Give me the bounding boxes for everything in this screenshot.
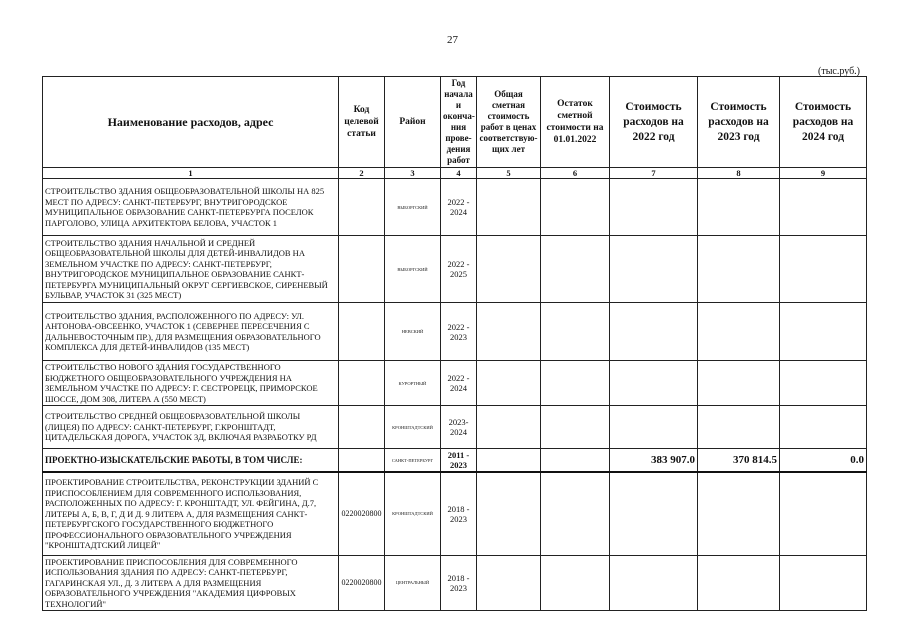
column-number: 1 xyxy=(43,168,339,179)
table-row xyxy=(43,555,867,611)
row-cost-2023 xyxy=(698,303,780,361)
header-cost-2024: Стоимость расходов на 2024 год xyxy=(780,77,867,168)
page-number: 27 xyxy=(447,34,458,46)
row-balance xyxy=(541,361,610,406)
row-name: СТРОИТЕЛЬСТВО НОВОГО ЗДАНИЯ ГОСУДАРСТВЕННОГО БЮДЖЕТНОГО ОБЩЕОБРАЗОВАТЕЛЬНОГО УЧРЕЖДЕНИЯ НА ЗЕМЕЛЬНОМ УЧАСТКЕ ПО АДРЕСУ: Г. СЕСТРОРЕЦК, ПРИМОРСКОЕ ШОССЕ, ДОМ 308, ЛИТЕРА А (550 МЕСТ) xyxy=(43,361,339,406)
table-row xyxy=(43,303,867,361)
row-cost-2023 xyxy=(698,179,780,236)
row-name: ПРОЕКТИРОВАНИЕ ПРИСПОСОБЛЕНИЯ ДЛЯ СОВРЕМЕННОГО ИСПОЛЬЗОВАНИЯ ЗДАНИЯ ПО АДРЕСУ: САНКТ-ПЕТЕРБУРГ, ГАГАРИНСКАЯ УЛ., Д. 3 ЛИТЕРА А ДЛЯ РАЗМЕЩЕНИЯ ОБРАЗОВАТЕЛЬНОГО УЧРЕЖДЕНИЯ "АКАДЕМИЯ ЦИФРОВЫХ ТЕХНОЛОГИЙ" xyxy=(43,555,339,611)
row-district: НЕВСКИЙ xyxy=(385,303,441,361)
row-code xyxy=(339,179,385,236)
row-years: 2018 - 2023 xyxy=(441,472,477,555)
row-cost-2024 xyxy=(780,406,867,449)
row-cost-2024 xyxy=(780,555,867,611)
row-district: САНКТ-ПЕТЕРБУРГ xyxy=(385,449,441,473)
row-balance xyxy=(541,406,610,449)
row-district: ВЫБОРГСКИЙ xyxy=(385,179,441,236)
row-years: 2022 - 2023 xyxy=(441,303,477,361)
row-cost-2023 xyxy=(698,472,780,555)
row-cost-2022 xyxy=(610,555,698,611)
table-row xyxy=(43,236,867,303)
row-name: СТРОИТЕЛЬСТВО ЗДАНИЯ ОБЩЕОБРАЗОВАТЕЛЬНОЙ ШКОЛЫ НА 825 МЕСТ ПО АДРЕСУ: САНКТ-ПЕТЕРБУРГ, ВНУТРИГОРОДСКОЕ МУНИЦИПАЛЬНОЕ ОБРАЗОВАНИЕ САНКТ-ПЕТЕРБУРГА ПОСЕЛОК ПАРГОЛОВО, УЛИЦА АРХИТЕКТОРА БЕЛОВА, УЧАСТОК 1 xyxy=(43,179,339,236)
header-code: Код целевой статьи xyxy=(339,77,385,168)
column-number: 3 xyxy=(385,168,441,179)
total-row xyxy=(43,449,867,473)
row-district: КУРОРТНЫЙ xyxy=(385,361,441,406)
row-cost-2024 xyxy=(780,179,867,236)
header-name: Наименование расходов, адрес xyxy=(43,77,339,168)
row-name: ПРОЕКТНО-ИЗЫСКАТЕЛЬСКИЕ РАБОТЫ, В ТОМ ЧИСЛЕ: xyxy=(43,449,339,473)
header-balance: Остаток сметной стоимости на 01.01.2022 xyxy=(541,77,610,168)
table-row xyxy=(43,179,867,236)
row-estimate xyxy=(477,179,541,236)
row-code xyxy=(339,361,385,406)
row-cost-2023: 370 814.5 xyxy=(698,449,780,473)
row-cost-2023 xyxy=(698,361,780,406)
header-estimate: Общая сметная стоимость работ в ценах соответствую-щих лет xyxy=(477,77,541,168)
row-cost-2023 xyxy=(698,406,780,449)
row-cost-2024 xyxy=(780,361,867,406)
row-cost-2022 xyxy=(610,179,698,236)
row-years: 2018 - 2023 xyxy=(441,555,477,611)
row-name: СТРОИТЕЛЬСТВО ЗДАНИЯ НАЧАЛЬНОЙ И СРЕДНЕЙ ОБЩЕОБРАЗОВАТЕЛЬНОЙ ШКОЛЫ ДЛЯ ДЕТЕЙ-ИНВАЛИДОВ НА ЗЕМЕЛЬНОМ УЧАСТКЕ ПО АДРЕСУ: САНКТ-ПЕТЕРБУРГ, ВНУТРИГОРОДСКОЕ МУНИЦИПАЛЬНОЕ ОБРАЗОВАНИЕ САНКТ-ПЕТЕРБУРГА МУНИЦИПАЛЬНЫЙ ОКРУГ СЕРГИЕВСКОЕ, СИРЕНЕВЫЙ БУЛЬВАР, УЧАСТОК 31 (325 МЕСТ) xyxy=(43,236,339,303)
row-cost-2024 xyxy=(780,303,867,361)
table-header xyxy=(43,77,867,168)
header-cost-2023: Стоимость расходов на 2023 год xyxy=(698,77,780,168)
row-name: СТРОИТЕЛЬСТВО ЗДАНИЯ, РАСПОЛОЖЕННОГО ПО АДРЕСУ: УЛ. АНТОНОВА-ОВСЕЕНКО, УЧАСТОК 1 (СЕВЕРНЕЕ ПЕРЕСЕЧЕНИЯ С ДАЛЬНЕВОСТОЧНЫМ ПР.), ДЛЯ РАЗМЕЩЕНИЯ ОБРАЗОВАТЕЛЬНОГО КОМПЛЕКСА ДЛЯ ДЕТЕЙ-ИНВАЛИДОВ (135 МЕСТ) xyxy=(43,303,339,361)
row-estimate xyxy=(477,555,541,611)
column-number-row xyxy=(43,168,867,179)
row-code xyxy=(339,236,385,303)
row-years: 2011 - 2023 xyxy=(441,449,477,473)
row-cost-2022: 383 907.0 xyxy=(610,449,698,473)
row-code: 0220020800 xyxy=(339,472,385,555)
column-number: 7 xyxy=(610,168,698,179)
column-number: 8 xyxy=(698,168,780,179)
row-estimate xyxy=(477,472,541,555)
row-balance xyxy=(541,236,610,303)
row-cost-2022 xyxy=(610,303,698,361)
column-number: 4 xyxy=(441,168,477,179)
expenditure-table xyxy=(42,76,867,611)
row-cost-2022 xyxy=(610,236,698,303)
row-estimate xyxy=(477,303,541,361)
row-balance xyxy=(541,179,610,236)
row-balance xyxy=(541,303,610,361)
row-district: ЦЕНТРАЛЬНЫЙ xyxy=(385,555,441,611)
row-estimate xyxy=(477,361,541,406)
row-name: СТРОИТЕЛЬСТВО СРЕДНЕЙ ОБЩЕОБРАЗОВАТЕЛЬНОЙ ШКОЛЫ (ЛИЦЕЯ) ПО АДРЕСУ: САНКТ-ПЕТЕРБУРГ, Г.КРОНШТАДТ, ЦИТАДЕЛЬСКАЯ ДОРОГА, УЧАСТОК 3Д, ВКЛЮЧАЯ РАЗРАБОТКУ РД xyxy=(43,406,339,449)
column-number: 2 xyxy=(339,168,385,179)
row-code xyxy=(339,449,385,473)
row-cost-2022 xyxy=(610,472,698,555)
header-cost-2022: Стоимость расходов на 2022 год xyxy=(610,77,698,168)
row-cost-2023 xyxy=(698,236,780,303)
column-number: 6 xyxy=(541,168,610,179)
row-cost-2024 xyxy=(780,236,867,303)
row-district: КРОНШТАДТСКИЙ xyxy=(385,406,441,449)
header-years: Год начала и оконча-ния прове-дения работ xyxy=(441,77,477,168)
row-code xyxy=(339,406,385,449)
row-cost-2023 xyxy=(698,555,780,611)
row-code xyxy=(339,303,385,361)
units-label: (тыс.руб.) xyxy=(818,66,861,77)
row-district: КРОНШТАДТСКИЙ xyxy=(385,472,441,555)
row-name: ПРОЕКТИРОВАНИЕ СТРОИТЕЛЬСТВА, РЕКОНСТРУКЦИИ ЗДАНИЙ С ПРИСПОСОБЛЕНИЕМ ДЛЯ СОВРЕМЕННОГО ИСПОЛЬЗОВАНИЯ, РАСПОЛОЖЕННЫХ ПО АДРЕСУ: Г. КРОНШТАДТ, УЛ. ФЕЙГИНА, Д.7, ЛИТЕРЫ А, Б, В, Г, Д И Д. 9 ЛИТЕРА А, ДЛЯ РАЗМЕЩЕНИЯ САНКТ-ПЕТЕРБУРГСКОГО ГОСУДАРСТВЕННОГО БЮДЖЕТНОГО ПРОФЕССИОНАЛЬНОГО ОБРАЗОВАТЕЛЬНОГО УЧРЕЖДЕНИЯ "КРОНШТАДТСКИЙ ЛИЦЕЙ" xyxy=(43,472,339,555)
column-number: 5 xyxy=(477,168,541,179)
row-district: ВЫБОРГСКИЙ xyxy=(385,236,441,303)
table-row xyxy=(43,361,867,406)
row-cost-2022 xyxy=(610,361,698,406)
row-code: 0220020800 xyxy=(339,555,385,611)
row-years: 2022 - 2025 xyxy=(441,236,477,303)
row-balance xyxy=(541,472,610,555)
row-cost-2022 xyxy=(610,406,698,449)
row-cost-2024 xyxy=(780,472,867,555)
row-estimate xyxy=(477,236,541,303)
table-row xyxy=(43,472,867,555)
header-district: Район xyxy=(385,77,441,168)
column-number: 9 xyxy=(780,168,867,179)
row-years: 2022 - 2024 xyxy=(441,361,477,406)
row-balance xyxy=(541,555,610,611)
row-years: 2023-2024 xyxy=(441,406,477,449)
row-estimate xyxy=(477,406,541,449)
table-row xyxy=(43,406,867,449)
row-years: 2022 - 2024 xyxy=(441,179,477,236)
row-estimate xyxy=(477,449,541,473)
row-cost-2024: 0.0 xyxy=(780,449,867,473)
row-balance xyxy=(541,449,610,473)
